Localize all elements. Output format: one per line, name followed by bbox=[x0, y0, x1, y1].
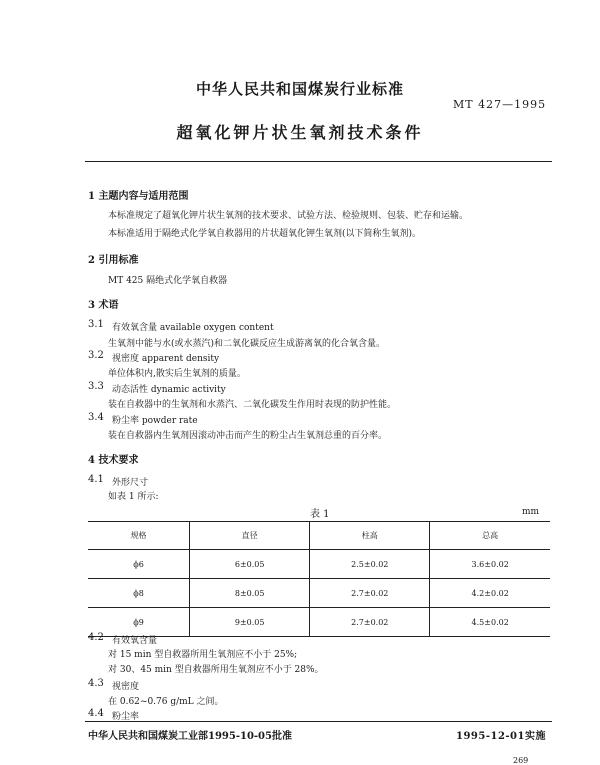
table-caption: 表 1 bbox=[310, 509, 330, 520]
footer-divider bbox=[85, 721, 552, 722]
table-cell: 6±0.05 bbox=[190, 550, 310, 579]
section-4-heading: 4 技术要求 bbox=[88, 455, 139, 466]
term-definition: 装在自救器内生氧剂因滚动冲击而产生的粉尘占生氧剂总重的百分率。 bbox=[108, 431, 388, 441]
table-cell: 8±0.05 bbox=[190, 579, 310, 608]
document-title: 超氧化钾片状生氧剂技术条件 bbox=[176, 123, 424, 142]
clause-text: 对 30、45 min 型自救器所用生氧剂应不小于 28%。 bbox=[108, 665, 324, 675]
table-header-cell: 柱高 bbox=[310, 522, 430, 550]
approval-line: 中华人民共和国煤炭工业部1995-10-05批准 bbox=[88, 731, 292, 742]
table-cell: 2.7±0.02 bbox=[310, 579, 430, 608]
table-cell: 4.2±0.02 bbox=[430, 579, 550, 608]
clause-number: 3.4 bbox=[88, 412, 104, 423]
clause-title: 外形尺寸 bbox=[112, 478, 149, 488]
dimension-table bbox=[88, 521, 550, 637]
term-title: 有效氧含量 available oxygen content bbox=[112, 323, 274, 333]
table-cell: 2.5±0.02 bbox=[310, 550, 430, 579]
term-title: 粉尘率 powder rate bbox=[112, 416, 198, 426]
clause-number: 3.1 bbox=[88, 319, 104, 330]
table-row bbox=[88, 550, 550, 579]
clause-text: 在 0.62~0.76 g/mL 之间。 bbox=[108, 697, 224, 707]
term-definition: 装在自救器中的生氧剂和水蒸汽、二氧化碳发生作用时表现的防护性能。 bbox=[108, 400, 397, 410]
clause-title: 视密度 bbox=[112, 682, 140, 692]
page-number: 269 bbox=[513, 756, 529, 765]
term-definition: 生氧剂中能与水(或水蒸汽)和二氧化碳反应生成游离氧的化合氧含量。 bbox=[108, 339, 386, 349]
table-cell: 9±0.05 bbox=[190, 608, 310, 637]
table-header-cell: 总高 bbox=[430, 522, 550, 550]
section-1-heading: 1 主题内容与适用范围 bbox=[88, 191, 189, 202]
clause-number: 4.3 bbox=[88, 678, 104, 689]
section-1-paragraph-2: 本标准适用于隔绝式化学氧自救器用的片状超氧化钾生氧剂(以下简称生氧剂)。 bbox=[108, 229, 422, 239]
table-cell: 3.6±0.02 bbox=[430, 550, 550, 579]
table-row bbox=[88, 579, 550, 608]
clause-text: 对 15 min 型自救器所用生氧剂应不小于 25%; bbox=[108, 650, 298, 660]
clause-title: 有效氧含量 bbox=[112, 636, 158, 646]
clause-number: 4.1 bbox=[88, 474, 104, 485]
term-title: 视密度 apparent density bbox=[112, 354, 220, 364]
section-3-heading: 3 术语 bbox=[88, 300, 119, 311]
table-cell: 2.7±0.02 bbox=[310, 608, 430, 637]
table-header-row bbox=[88, 522, 550, 550]
header-divider bbox=[85, 161, 552, 162]
reference-standard: MT 425 隔绝式化学氧自救器 bbox=[108, 276, 228, 286]
table-row bbox=[88, 608, 550, 637]
clause-number: 4.4 bbox=[88, 708, 104, 719]
standard-type: 中华人民共和国煤炭行业标准 bbox=[195, 80, 404, 98]
clause-text: 如表 1 所示: bbox=[108, 492, 159, 502]
standard-code: MT 427—1995 bbox=[453, 98, 547, 111]
section-1-paragraph-1: 本标准规定了超氧化钾片状生氧剂的技术要求、试验方法、检验规则、包装、贮存和运输。 bbox=[108, 211, 469, 221]
table-header-cell: 直径 bbox=[190, 522, 310, 550]
clause-number: 4.2 bbox=[88, 632, 104, 643]
table-header-cell: 规格 bbox=[88, 522, 190, 550]
table-cell: ϕ9 bbox=[88, 608, 190, 637]
section-2-heading: 2 引用标准 bbox=[88, 255, 139, 266]
table-cell: 4.5±0.02 bbox=[430, 608, 550, 637]
clause-number: 3.3 bbox=[88, 381, 104, 392]
table-cell: ϕ8 bbox=[88, 579, 190, 608]
table-cell: ϕ6 bbox=[88, 550, 190, 579]
clause-number: 3.2 bbox=[88, 350, 104, 361]
implementation-date: 1995-12-01实施 bbox=[456, 731, 546, 742]
term-title: 动态活性 dynamic activity bbox=[112, 385, 226, 395]
clause-title: 粉尘率 bbox=[112, 712, 140, 722]
term-definition: 单位体积内,散实后生氧剂的质量。 bbox=[108, 369, 246, 379]
table-unit: mm bbox=[522, 507, 540, 517]
